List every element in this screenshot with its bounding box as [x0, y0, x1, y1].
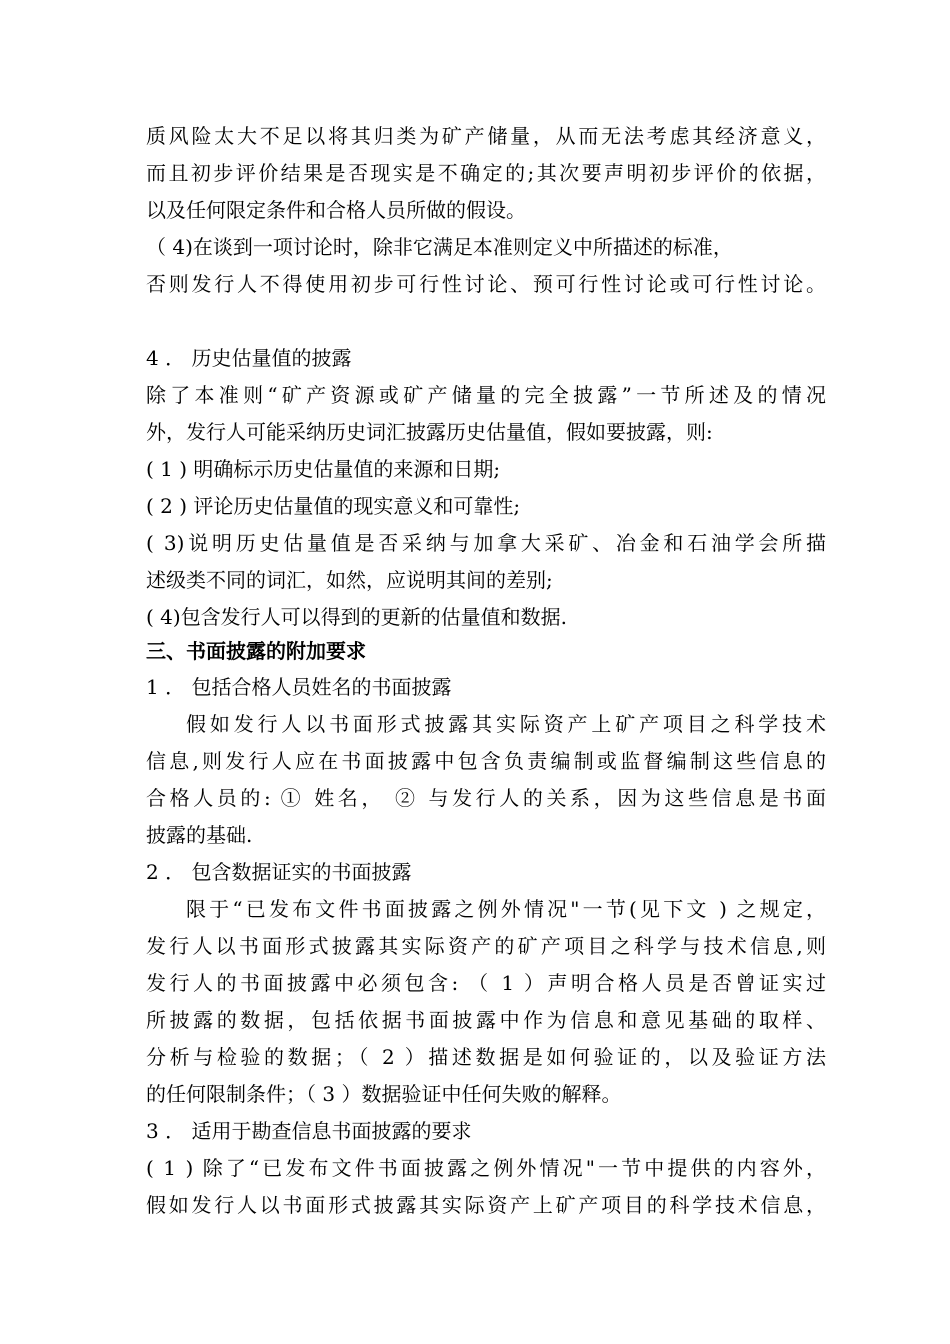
section-heading: 4 ． 历史估量值的披露 [146, 346, 352, 370]
text-line: 分析与检验的数据；（ 2 ）描述数据是如何验证的，以及验证方法 [146, 1045, 826, 1069]
text-line: 述级类不同的词汇，如然，应说明其间的差别; [146, 568, 553, 592]
text-line: 发行人的书面披露中必须包含: （ 1 ）声明合格人员是否曾证实过 [146, 971, 826, 995]
text-line: ( 4)包含发行人可以得到的更新的估量值和数据. [146, 605, 568, 629]
text-line: ( 1 ) 除了“已发布文件书面披露之例外情况"一节中提供的内容外， [146, 1156, 826, 1180]
text-line: ( 3)说明历史估量值是否采纳与加拿大采矿、冶金和石油学会所描 [146, 531, 826, 555]
text-line: 以及任何限定条件和合格人员所做的假设。 [146, 198, 526, 222]
section-heading: 3 ． 适用于勘查信息书面披露的要求 [146, 1119, 472, 1143]
text-line: 所披露的数据，包括依据书面披露中作为信息和意见基础的取样、 [146, 1008, 826, 1032]
text-line: ( 1 ) 明确标示历史估量值的来源和日期; [146, 457, 501, 481]
section-heading: 2 ． 包含数据证实的书面披露 [146, 860, 412, 884]
text-line: 披露的基础. [146, 823, 253, 847]
text-line: 限于“已发布文件书面披露之例外情况"一节(见下文 ) 之规定， [186, 897, 826, 921]
text-line: 的任何限制条件；（ 3 ）数据验证中任何失败的解释。 [146, 1082, 622, 1106]
text-line: （ 4)在谈到一项讨论时，除非它满足本准则定义中所描述的标准， [146, 235, 733, 259]
text-line: 质风险太大不足以将其归类为矿产储量，从而无法考虑其经济意义， [146, 124, 826, 148]
section-heading: 1 ． 包括合格人员姓名的书面披露 [146, 675, 452, 699]
text-line: 假如发行人以书面形式披露其实际资产上矿产项目之科学技术 [186, 712, 826, 736]
text-line: 假如发行人以书面形式披露其实际资产上矿产项目的科学技术信息， [146, 1193, 826, 1217]
text-line: 除了本准则“矿产资源或矿产储量的完全披露”一节所述及的情况 [146, 383, 826, 407]
chapter-heading: 三、书面披露的附加要求 [146, 639, 366, 663]
text-line: 否则发行人不得使用初步可行性讨论、预可行性讨论或可行性讨论。 [146, 272, 826, 296]
text-line: 外，发行人可能采纳历史词汇披露历史估量值，假如要披露，则: [146, 420, 713, 444]
text-line: 发行人以书面形式披露其实际资产的矿产项目之科学与技术信息,则 [146, 934, 826, 958]
text-line: 而且初步评价结果是否现实是不确定的;其次要声明初步评价的依据， [146, 161, 826, 185]
text-line: 合格人员的: ① 姓名， ② 与发行人的关系，因为这些信息是书面 [146, 786, 826, 810]
text-line: ( 2 ) 评论历史估量值的现实意义和可靠性; [146, 494, 521, 518]
text-line: 信息,则发行人应在书面披露中包含负责编制或监督编制这些信息的 [146, 749, 826, 773]
